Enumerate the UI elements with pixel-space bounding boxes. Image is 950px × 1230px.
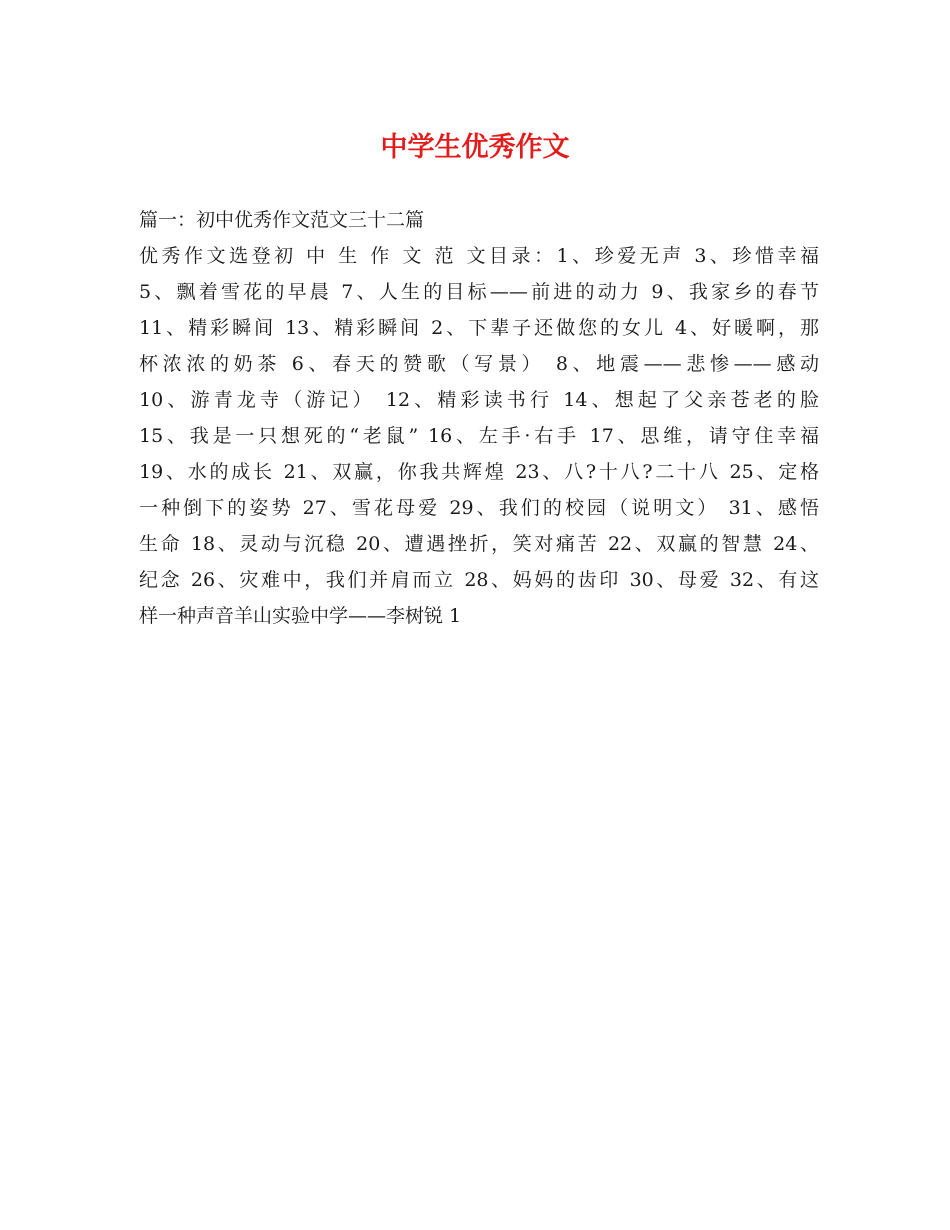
body-line: 15、我是一只想死的“老鼠” 16、左手·右手 17、思维，请守住幸福: [139, 425, 819, 447]
body-line: 生命 18、灵动与沉稳 20、遭遇挫折，笑对痛苦 22、双赢的智慧 24、: [139, 533, 819, 555]
body-paragraph: [139, 238, 819, 634]
body-line: 样一种声音羊山实验中学——李树锐 1: [139, 605, 462, 627]
body-line: 优秀作文选登初 中 生 作 文 范 文目录：1、珍爱无声 3、珍惜幸福: [139, 245, 819, 267]
section-heading: 篇一：初中优秀作文范文三十二篇: [139, 209, 425, 231]
body-line: 杯浓浓的奶茶 6、春天的赞歌（写景） 8、地震——悲惨——感动: [139, 353, 819, 375]
body-line: 一种倒下的姿势 27、雪花母爱 29、我们的校园（说明文） 31、感悟: [139, 497, 819, 519]
body-line: 19、水的成长 21、双赢，你我共辉煌 23、八?十八?二十八 25、定格: [139, 461, 819, 483]
body-line: 5、飘着雪花的早晨 7、人生的目标——前进的动力 9、我家乡的春节: [139, 281, 819, 303]
page-title: 中学生优秀作文: [380, 132, 570, 163]
body-line: 纪念 26、灾难中，我们并肩而立 28、妈妈的齿印 30、母爱 32、有这: [139, 569, 819, 591]
body-line: 11、精彩瞬间 13、精彩瞬间 2、下辈子还做您的女儿 4、好暖啊，那: [139, 317, 819, 339]
body-line: 10、游青龙寺（游记） 12、精彩读书行 14、想起了父亲苍老的脸: [139, 389, 819, 411]
